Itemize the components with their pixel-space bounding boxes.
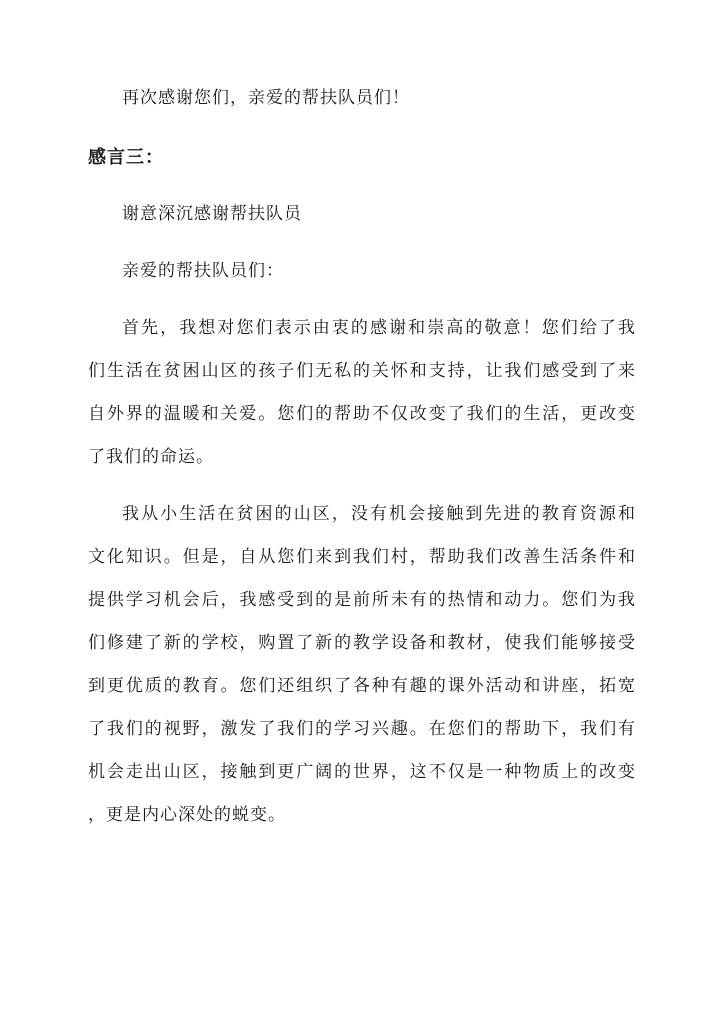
paragraph-1-line-1: 首先，我想对您们表示由衷的感谢和崇高的敬意！您们给了我: [122, 318, 636, 338]
paragraph-2-line-1: 我从小生活在贫困的山区，没有机会接触到先进的教育资源和: [122, 504, 636, 524]
section-heading: 感言三：: [88, 147, 164, 168]
paragraph-2-line-3: 提供学习机会后，我感受到的是前所未有的热情和动力。您们为我: [88, 590, 636, 610]
paragraph-1-line-4: 了我们的命运。: [88, 447, 214, 467]
paragraph-2-line-5: 到更优质的教育。您们还组织了各种有趣的课外活动和讲座，拓宽: [88, 676, 636, 696]
letter-title: 谢意深沉感谢帮扶队员: [122, 204, 302, 224]
paragraph-2-line-4: 们修建了新的学校，购置了新的教学设备和教材，使我们能够接受: [88, 633, 636, 653]
paragraph-1-line-2: 们生活在贫困山区的孩子们无私的关怀和支持，让我们感受到了来: [88, 361, 636, 381]
closing-thanks-line: 再次感谢您们，亲爱的帮扶队员们！: [122, 88, 410, 108]
paragraph-2-line-7: 机会走出山区，接触到更广阔的世界，这不仅是一种物质上的改变: [88, 762, 636, 782]
paragraph-2-line-6: 了我们的视野，激发了我们的学习兴趣。在您们的帮助下，我们有: [88, 719, 636, 739]
paragraph-2-line-8: ，更是内心深处的蜕变。: [88, 805, 286, 825]
paragraph-2-line-2: 文化知识。但是，自从您们来到我们村，帮助我们改善生活条件和: [88, 547, 636, 567]
letter-salutation: 亲爱的帮扶队员们：: [122, 261, 284, 281]
paragraph-1-line-3: 自外界的温暖和关爱。您们的帮助不仅改变了我们的生活，更改变: [88, 404, 636, 424]
